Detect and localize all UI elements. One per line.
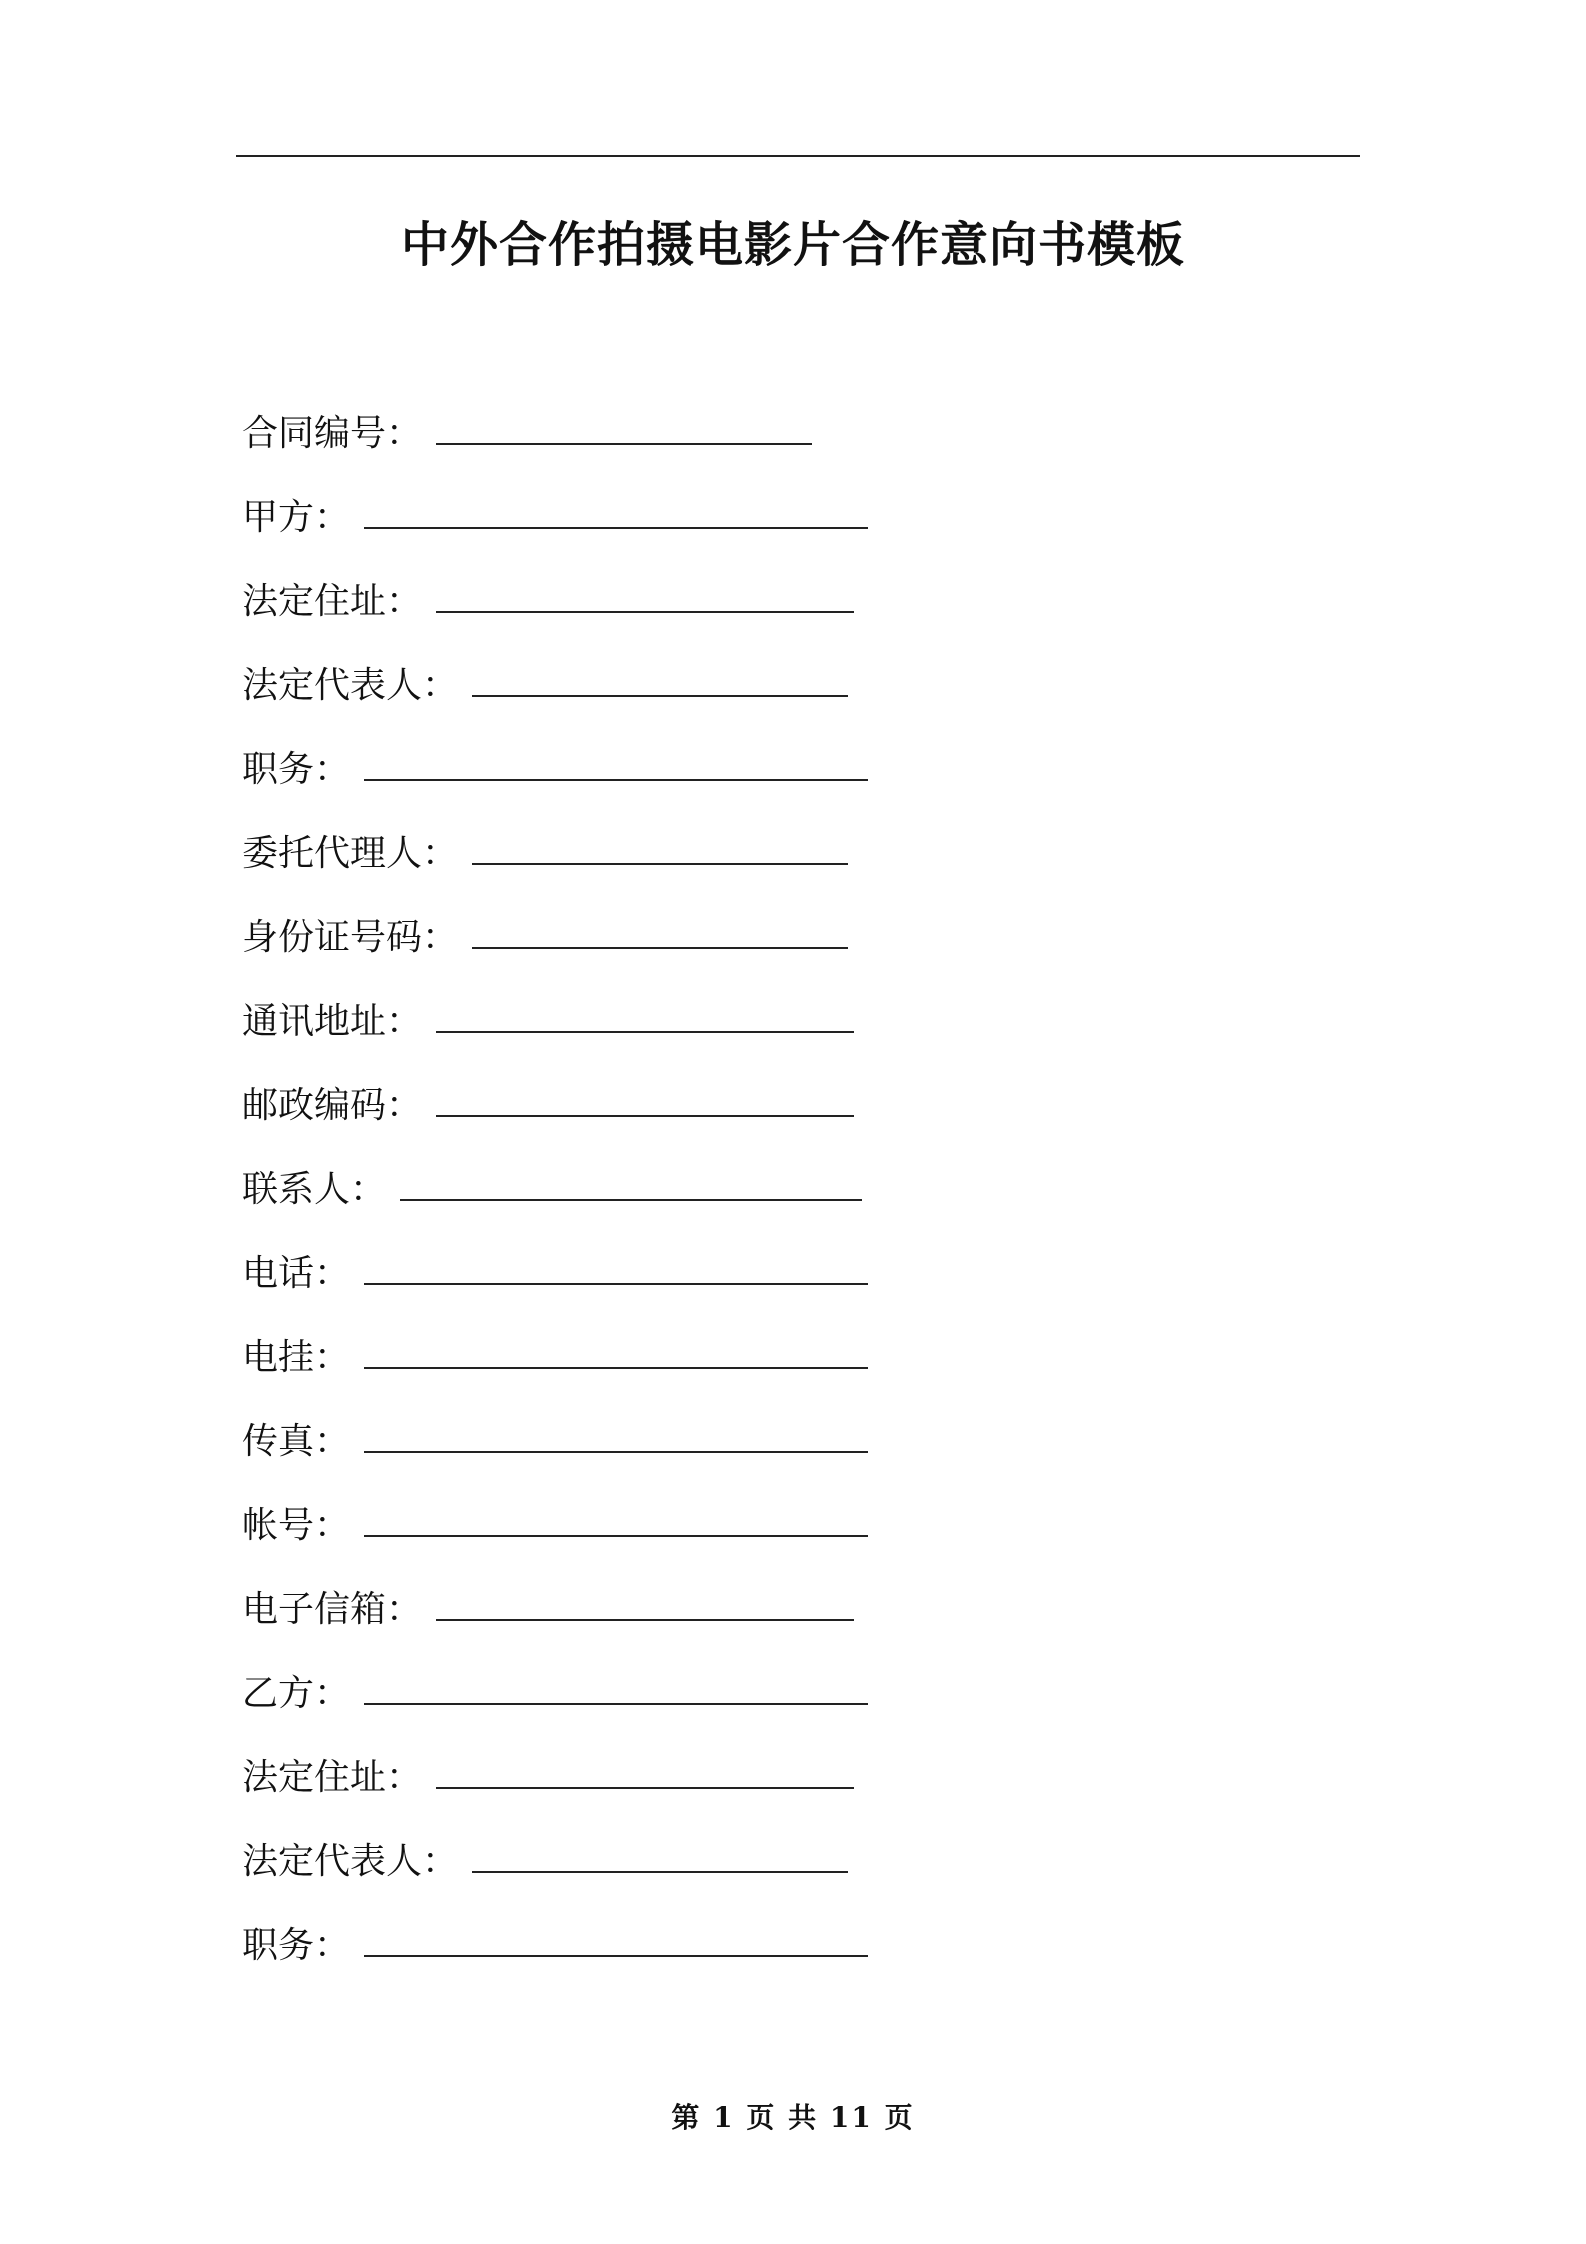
field-row [242,1578,1242,1662]
field-row [242,906,1242,990]
fill-in-blank[interactable] [364,487,868,529]
field-label: 职务： [242,1925,351,1966]
field-row [242,486,1242,570]
field-label: 法定住址： [242,1757,423,1798]
field-label: 邮政编码： [242,1085,423,1126]
header-rule [236,155,1360,157]
fill-in-blank[interactable] [436,1579,854,1621]
field-label: 电挂： [242,1337,351,1378]
field-row [242,1326,1242,1410]
page-number: 第 1 页 共 11 页 [671,2101,915,2134]
field-label: 甲方： [242,497,351,538]
field-row [242,1830,1242,1914]
field-label: 法定代表人： [242,665,459,706]
fill-in-blank[interactable] [364,1915,868,1957]
field-row [242,1158,1242,1242]
fill-in-blank[interactable] [472,655,848,697]
field-row [242,1494,1242,1578]
field-label: 联系人： [242,1169,387,1210]
fill-in-blank[interactable] [436,571,854,613]
field-label: 电话： [242,1253,351,1294]
fill-in-blank[interactable] [364,1327,868,1369]
field-row [242,402,1242,486]
field-row [242,1746,1242,1830]
field-label: 法定代表人： [242,1841,459,1882]
field-row [242,738,1242,822]
field-row [242,822,1242,906]
fill-in-blank[interactable] [472,1831,848,1873]
field-label: 合同编号： [242,413,423,454]
field-row [242,990,1242,1074]
field-row [242,654,1242,738]
field-label: 法定住址： [242,581,423,622]
fill-in-blank[interactable] [472,823,848,865]
fill-in-blank[interactable] [436,1747,854,1789]
fill-in-blank[interactable] [436,1075,854,1117]
fill-in-blank[interactable] [436,991,854,1033]
field-row [242,570,1242,654]
fill-in-blank[interactable] [364,1243,868,1285]
document-title: 中外合作拍摄电影片合作意向书模板 [400,217,1185,273]
fill-in-blank[interactable] [472,907,848,949]
field-row [242,1410,1242,1494]
field-label: 通讯地址： [242,1001,423,1042]
field-label: 乙方： [242,1673,351,1714]
fill-in-blank[interactable] [364,1411,868,1453]
field-label: 帐号： [242,1505,351,1546]
field-row [242,1914,1242,1998]
field-label: 委托代理人： [242,833,459,874]
field-label: 电子信箱： [242,1589,423,1630]
field-list [242,402,1242,1998]
field-label: 职务： [242,749,351,790]
fill-in-blank[interactable] [364,1663,868,1705]
fill-in-blank[interactable] [400,1159,862,1201]
fill-in-blank[interactable] [364,1495,868,1537]
field-row [242,1242,1242,1326]
fill-in-blank[interactable] [364,739,868,781]
field-label: 身份证号码： [242,917,459,958]
fill-in-blank[interactable] [436,403,812,445]
field-row [242,1074,1242,1158]
field-label: 传真： [242,1421,351,1462]
field-row [242,1662,1242,1746]
